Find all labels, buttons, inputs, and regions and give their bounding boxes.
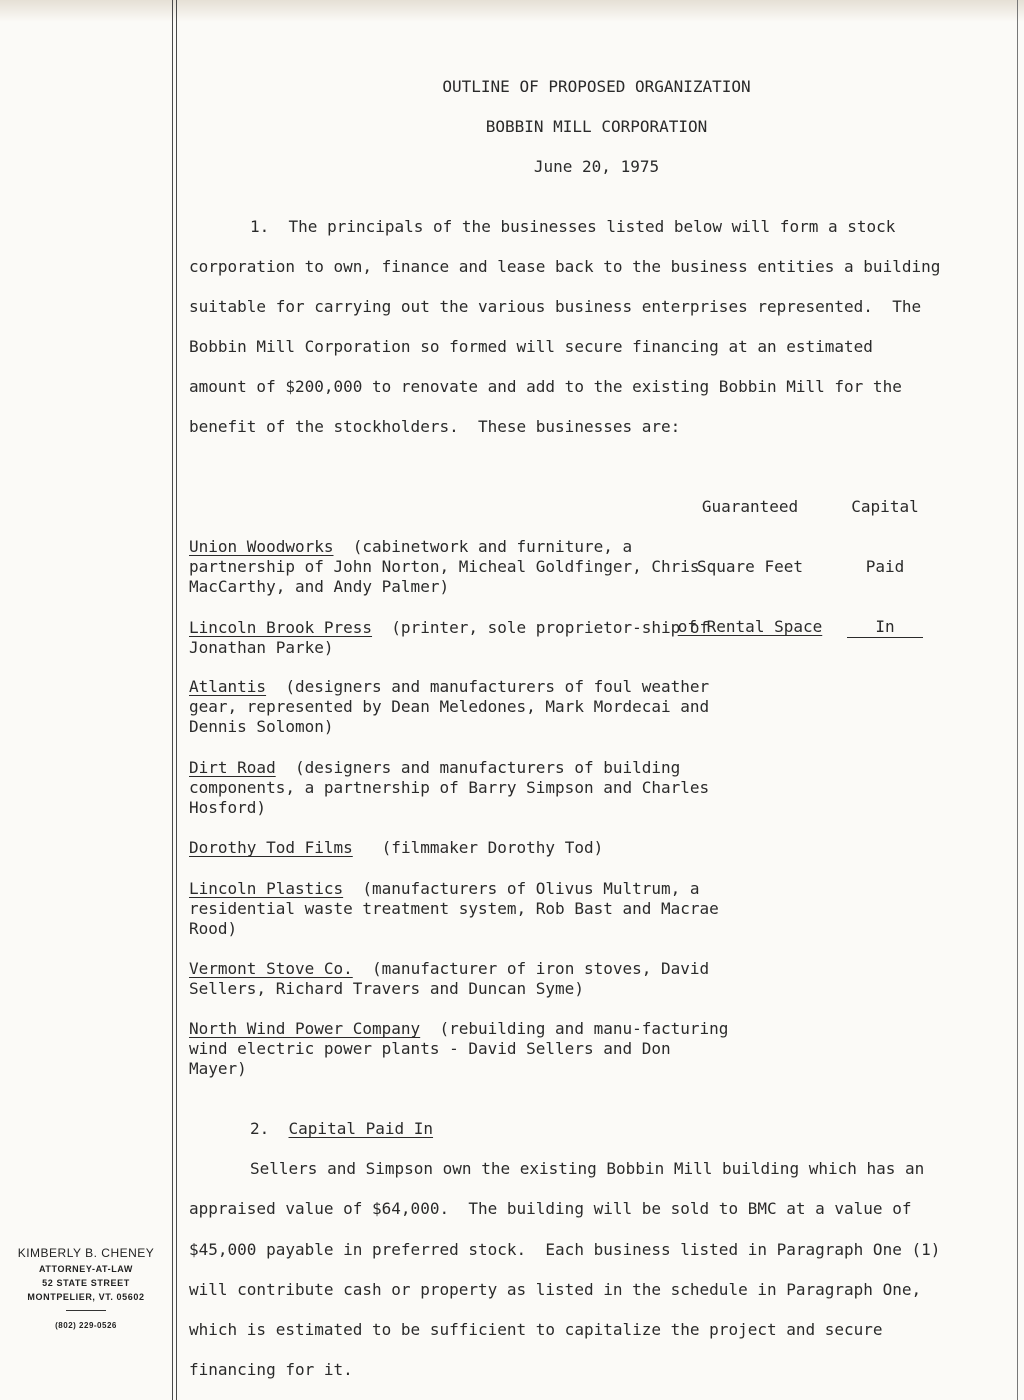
attorney-phone: (802) 229-0526 [55, 1321, 117, 1330]
business-description: (rebuilding and manu-facturing wind electric power plants - David Sellers and Don Mayer) [189, 1019, 729, 1078]
business-entry [189, 537, 729, 597]
section2-title: Capital Paid In [288, 1119, 434, 1138]
section2-line: which is estimated to be sufficient to capitalize the project and secure [189, 1320, 883, 1339]
column-heading-line: Square Feet [697, 557, 803, 576]
section2-line: financing for it. [189, 1360, 353, 1379]
business-entry [189, 959, 729, 999]
business-name: North Wind Power Company [189, 1019, 421, 1038]
business-name: Atlantis [189, 677, 267, 696]
column-heading-line: of Rental Space [677, 617, 823, 636]
business-description: (designers and manufacturers of foul weather gear, represented by Dean Meledones, Mark Mordecai and Dennis Solomon) [189, 677, 710, 736]
business-entry [189, 618, 729, 658]
business-entry [189, 758, 729, 818]
business-description: (manufacturers of Olivus Multrum, a residential waste treatment system, Rob Bast and Macrae Rood) [189, 879, 719, 938]
business-name: Dorothy Tod Films [189, 838, 353, 857]
para1-line: corporation to own, finance and lease back to the business entities a building [189, 257, 941, 276]
letterhead [0, 1246, 172, 1330]
business-description: (designers and manufacturers of building components, a partnership of Barry Simpson and Charles Hosford) [189, 758, 710, 817]
business-name: Lincoln Brook Press [189, 618, 373, 637]
business-description: (filmmaker Dorothy Tod) [381, 838, 604, 857]
section2-line: Sellers and Simpson own the existing Bobbin Mill building which has an [250, 1159, 925, 1178]
para1-line: Bobbin Mill Corporation so formed will secure financing at an estimated [189, 337, 873, 356]
business-description: (printer, sole proprietor-ship of Jonathan Parke) [189, 618, 710, 657]
attorney-title: ATTORNEY-AT-LAW [39, 1264, 133, 1274]
para1-line: benefit of the stockholders. These businesses are: [189, 417, 681, 436]
business-entry [189, 1019, 729, 1079]
section2-line: $45,000 payable in preferred stock. Each business listed in Paragraph One (1) [189, 1240, 941, 1259]
business-name: Vermont Stove Co. [189, 959, 353, 978]
business-entry [189, 838, 729, 858]
document-date: June 20, 1975 [533, 157, 660, 176]
letterhead-divider [66, 1310, 106, 1311]
section2-line: will contribute cash or property as listed in the schedule in Paragraph One, [189, 1280, 922, 1299]
column-heading-line: Paid [865, 557, 905, 576]
business-entry [189, 677, 729, 737]
attorney-street: 52 STATE STREET [42, 1278, 130, 1288]
para1-line: suitable for carrying out the various business enterprises represented. The [189, 297, 922, 316]
para1-line: amount of $200,000 to renovate and add to the existing Bobbin Mill for the [189, 377, 902, 396]
business-name: Lincoln Plastics [189, 879, 344, 898]
column-heading-line: In [847, 617, 923, 638]
business-description: (manufacturer of iron stoves, David Sellers, Richard Travers and Duncan Syme) [189, 959, 710, 998]
column-heading-line: Guaranteed [701, 497, 799, 516]
para1-line: 1. The principals of the businesses listed below will form a stock [250, 217, 896, 236]
attorney-city: MONTPELIER, VT. 05602 [27, 1292, 145, 1302]
column-heading-line: Capital [851, 497, 919, 516]
document-title: OUTLINE OF PROPOSED ORGANIZATION [442, 77, 751, 96]
business-description: (cabinetwork and furniture, a partnership of John Norton, Micheal Goldfinger, Chris MacCarthy, and Andy Palmer) [189, 537, 700, 596]
paper-stain [0, 0, 1024, 22]
business-name: Dirt Road [189, 758, 276, 777]
page-edge [1017, 0, 1018, 1400]
margin-rule-inner [176, 0, 177, 1400]
business-name: Union Woodworks [189, 537, 334, 556]
margin-rule [172, 0, 173, 1400]
section2-line: appraised value of $64,000. The building will be sold to BMC at a value of [189, 1199, 912, 1218]
business-entry [189, 879, 729, 939]
section2-heading [250, 1119, 433, 1139]
document-subtitle: BOBBIN MILL CORPORATION [485, 117, 708, 136]
column-heading-capital [845, 457, 925, 658]
section2-number: 2. [250, 1119, 270, 1138]
attorney-name: KIMBERLY B. CHENEY [17, 1246, 155, 1260]
